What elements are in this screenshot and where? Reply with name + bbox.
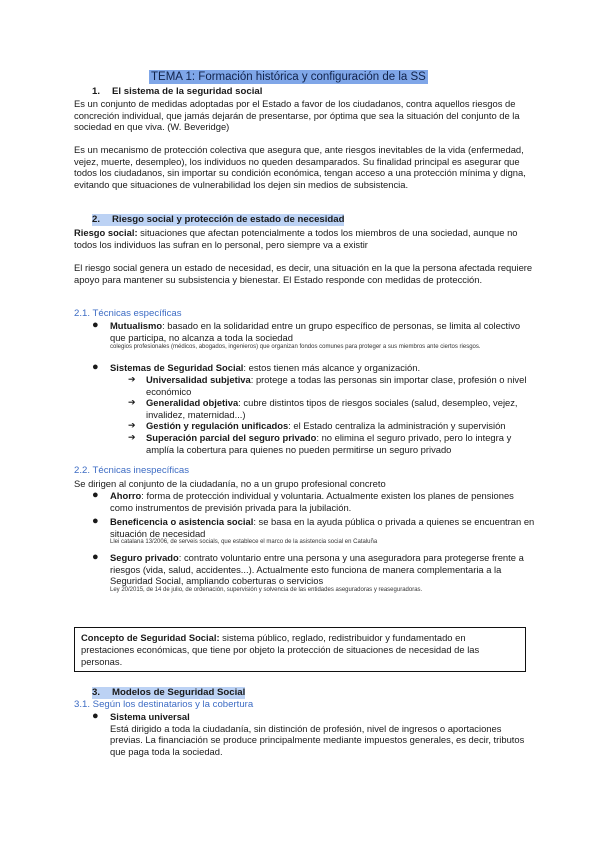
concepto-text: sistema público, reglado, redistribuidor y fundamentado en prestaciones económicas, que tiene por objeto la protección de situaciones de necesidad de las personas. [81,632,480,667]
sub-bullet-text: : el Estado centraliza la administración y supervisión [288,420,506,431]
sub-bullet-label: Gestión y regulación unificados [146,420,289,431]
concepto-label: Concepto de Seguridad Social: [81,632,220,643]
subsection-3-1-heading: 3.1. Según los destinatarios y la cobertura [74,699,254,710]
mutualismo-label: Mutualismo [110,320,163,331]
riesgo-social-label: Riesgo social: [74,227,138,238]
ahorro-text: : forma de protección individual y voluntaria. Actualmente existen los planes de pensiones como instrumentos de previsión privada para la jubilación. [110,490,514,513]
sistemas-label: Sistemas de Seguridad Social [110,362,244,373]
section-3-heading [92,687,245,699]
section-2-paragraph-2: El riesgo social genera un estado de necesidad, es decir, una situación en la que la persona afectada requiere apoyo para mantener su subsistencia y bienestar. El Estado responde con medidas de protección. [74,262,533,285]
sub-bullet-text: : cubre distintos tipos de riesgos sociales (salud, desempleo, vejez, invalidez, maternidad...) [146,397,518,420]
section-1-number: 1. [92,86,101,97]
bullet-sistema-universal [92,711,536,757]
riesgo-social-text: situaciones que afectan potencialmente a todos los miembros de una sociedad, aunque no todos los individuos las sufran en lo personal, pero siempre va a existir [74,227,518,250]
sistemas-text: : estos tienen más alcance y organización. [243,362,421,373]
arrow-right-icon: ➔ [128,397,136,407]
section-2-title: Riesgo social y protección de estado de necesidad [112,214,345,225]
beneficencia-text: : se basa en la ayuda pública o privada a quienes se encuentran en situación de necesidad [110,516,535,539]
sub-bullet-generalidad [128,397,534,420]
bullet-sistemas-seguridad-social [92,362,536,374]
mutualismo-example-note: colegios profesionales (médicos, abogados, ingenieros) que organizan fondos comunes para proteger a sus miembros ante ciertos riesgos. [110,344,481,350]
ahorro-label: Ahorro [110,490,142,501]
seguro-privado-legal-note: Ley 20/2015, de 14 de julio, de ordenación, supervisión y solvencia de las entidades aseguradoras y reaseguradoras. [110,587,423,593]
bullet-dot-icon: ● [92,489,99,501]
bullet-seguro-privado [92,552,536,587]
section-3-number: 3. [92,687,101,698]
bullet-dot-icon: ● [92,710,99,722]
bullet-dot-icon: ● [92,515,99,527]
document-title: TEMA 1: Formación histórica y configuración de la SS [151,71,426,83]
sub-bullet-text: : protege a todas las personas sin importar clase, profesión o nivel económico [146,374,527,397]
sub-bullet-text: : no elimina el seguro privado, pero lo integra y amplía la cobertura para quienes no pueden permitirse un seguro privado [146,432,512,455]
section-2-number: 2. [92,214,101,225]
section-3-title: Modelos de Seguridad Social [112,687,246,698]
subsection-2-2-intro: Se dirigen al conjunto de la ciudadanía, no a un grupo profesional concreto [74,478,386,489]
sub-bullet-universalidad [128,374,534,397]
section-1-heading [92,86,262,98]
section-1-paragraph-1: Es un conjunto de medidas adoptadas por el Estado a favor de los ciudadanos, contra aquellos riesgos de concreción individual, que jamás dejarán de presentarse, por óptima que sea la situación del conjunto de la sociedad en que viva. (W. Beveridge) [74,98,520,133]
sub-bullet-superacion [128,432,534,455]
bullet-dot-icon: ● [92,361,99,373]
section-1-paragraph-2: Es un mecanismo de protección colectiva que asegura que, ante riesgos inevitables de la vida (enfermedad, vejez, muerte, desempleo), los individuos no queden desamparados. Su finalidad principal es asegurar que todos los ciudadanos, sin importar su condición económica, tengan acceso a una protección mínima y digna, evitando que situaciones de vulnerabilidad los dejen sin medios de subsistencia. [74,144,526,190]
sub-bullet-label: Universalidad subjetiva [146,374,251,385]
subsection-2-2-heading: 2.2. Técnicas inespecíficas [74,465,190,476]
beneficencia-label: Beneficencia o asistencia social [110,516,254,527]
section-1-title: El sistema de la seguridad social [112,86,263,97]
bullet-dot-icon: ● [92,551,99,563]
concepto-seguridad-social-box [74,627,526,672]
section-2-heading [92,214,344,226]
arrow-right-icon: ➔ [128,420,136,430]
seguro-privado-label: Seguro privado [110,552,179,563]
bullet-dot-icon: ● [92,319,99,331]
seguro-privado-text: : contrato voluntario entre una persona y una aseguradora para protegerse frente a riesgos (vida, salud, accidentes...). Actualmente esto funciona de manera complementaria a la Seguridad Social, ampliando coberturas o servicios [110,552,524,587]
sistema-universal-label: Sistema universal [110,711,190,722]
sistema-universal-text: Está dirigido a toda la ciudadanía, sin distinción de profesión, nivel de ingresos o aportaciones previas. La financiación se produce principalmente mediante impuestos generales, es decir, tributos que paga toda la sociedad. [110,722,525,757]
bullet-mutualismo [92,320,536,343]
beneficencia-legal-note: Llei catalana 13/2006, de serveis socials, que establece el marco de la asistencia social en Cataluña [110,539,378,545]
sub-bullet-gestion [128,420,534,432]
sub-bullet-label: Superación parcial del seguro privado [146,432,317,443]
arrow-right-icon: ➔ [128,374,136,384]
arrow-right-icon: ➔ [128,432,136,442]
sub-bullet-label: Generalidad objetiva [146,397,239,408]
bullet-beneficencia [92,516,536,539]
bullet-ahorro [92,490,536,513]
mutualismo-text: : basado en la solidaridad entre un grupo específico de personas, se limita al colectivo que participa, no alcanza a toda la sociedad [110,320,521,343]
subsection-2-1-heading: 2.1. Técnicas específicas [74,308,182,319]
riesgo-social-definition [74,227,534,250]
